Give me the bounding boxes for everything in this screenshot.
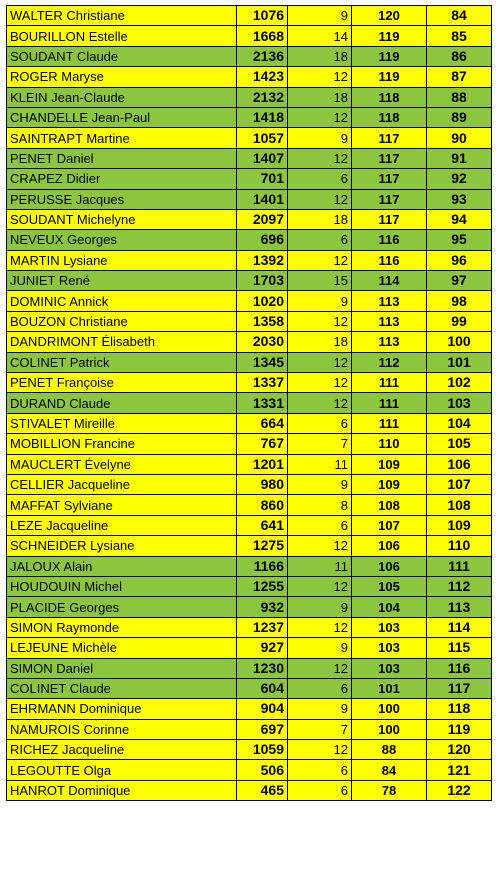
table-row [7, 617, 492, 637]
rank-cell: 122 [427, 780, 492, 800]
total-points-cell: 1668 [237, 26, 288, 46]
player-name-cell: BOURILLON Estelle [7, 26, 237, 46]
rank-cell: 115 [427, 638, 492, 658]
games-count-cell: 12 [288, 352, 352, 372]
table-row [7, 536, 492, 556]
player-name-cell: WALTER Christiane [7, 6, 237, 26]
player-name-cell: STIVALET Mireille [7, 413, 237, 433]
rank-cell: 95 [427, 230, 492, 250]
rank-cell: 94 [427, 209, 492, 229]
table-row [7, 26, 492, 46]
table-row [7, 638, 492, 658]
rank-cell: 117 [427, 678, 492, 698]
total-points-cell: 1418 [237, 107, 288, 127]
rank-cell: 96 [427, 250, 492, 270]
table-row [7, 169, 492, 189]
player-name-cell: CELLIER Jacqueline [7, 474, 237, 494]
table-row [7, 515, 492, 535]
average-score-cell: 111 [352, 373, 427, 393]
average-score-cell: 117 [352, 128, 427, 148]
total-points-cell: 1076 [237, 6, 288, 26]
player-name-cell: KLEIN Jean-Claude [7, 87, 237, 107]
average-score-cell: 119 [352, 67, 427, 87]
rank-cell: 89 [427, 107, 492, 127]
player-name-cell: DURAND Claude [7, 393, 237, 413]
total-points-cell: 980 [237, 474, 288, 494]
games-count-cell: 12 [288, 107, 352, 127]
total-points-cell: 1275 [237, 536, 288, 556]
average-score-cell: 120 [352, 6, 427, 26]
average-score-cell: 78 [352, 780, 427, 800]
total-points-cell: 927 [237, 638, 288, 658]
games-count-cell: 12 [288, 740, 352, 760]
games-count-cell: 18 [288, 46, 352, 66]
games-count-cell: 6 [288, 780, 352, 800]
player-name-cell: SIMON Daniel [7, 658, 237, 678]
rank-cell: 104 [427, 413, 492, 433]
rank-cell: 98 [427, 291, 492, 311]
rank-cell: 105 [427, 434, 492, 454]
average-score-cell: 84 [352, 760, 427, 780]
table-row [7, 271, 492, 291]
table-row [7, 128, 492, 148]
average-score-cell: 100 [352, 699, 427, 719]
games-count-cell: 7 [288, 719, 352, 739]
player-name-cell: DANDRIMONT Élisabeth [7, 332, 237, 352]
player-name-cell: MOBILLION Francine [7, 434, 237, 454]
table-row [7, 658, 492, 678]
average-score-cell: 119 [352, 26, 427, 46]
rank-cell: 87 [427, 67, 492, 87]
rank-cell: 112 [427, 576, 492, 596]
table-row [7, 780, 492, 800]
player-name-cell: HOUDOUIN Michel [7, 576, 237, 596]
rank-cell: 100 [427, 332, 492, 352]
player-name-cell: LEGOUTTE Olga [7, 760, 237, 780]
total-points-cell: 1201 [237, 454, 288, 474]
games-count-cell: 15 [288, 271, 352, 291]
games-count-cell: 11 [288, 556, 352, 576]
player-name-cell: PLACIDE Georges [7, 597, 237, 617]
total-points-cell: 641 [237, 515, 288, 535]
total-points-cell: 1331 [237, 393, 288, 413]
table-row [7, 87, 492, 107]
table-row [7, 46, 492, 66]
games-count-cell: 12 [288, 658, 352, 678]
games-count-cell: 12 [288, 373, 352, 393]
table-row [7, 230, 492, 250]
rank-cell: 102 [427, 373, 492, 393]
rank-cell: 86 [427, 46, 492, 66]
rank-cell: 120 [427, 740, 492, 760]
average-score-cell: 88 [352, 740, 427, 760]
average-score-cell: 117 [352, 209, 427, 229]
average-score-cell: 113 [352, 311, 427, 331]
total-points-cell: 696 [237, 230, 288, 250]
total-points-cell: 1059 [237, 740, 288, 760]
average-score-cell: 109 [352, 474, 427, 494]
table-row [7, 760, 492, 780]
games-count-cell: 6 [288, 413, 352, 433]
games-count-cell: 12 [288, 311, 352, 331]
total-points-cell: 1703 [237, 271, 288, 291]
player-name-cell: DOMINIC Annick [7, 291, 237, 311]
player-name-cell: SOUDANT Claude [7, 46, 237, 66]
table-row [7, 107, 492, 127]
table-row [7, 6, 492, 26]
table-row [7, 413, 492, 433]
player-name-cell: PERUSSE Jacques [7, 189, 237, 209]
table-row [7, 454, 492, 474]
total-points-cell: 465 [237, 780, 288, 800]
average-score-cell: 107 [352, 515, 427, 535]
games-count-cell: 6 [288, 230, 352, 250]
total-points-cell: 904 [237, 699, 288, 719]
player-name-cell: COLINET Claude [7, 678, 237, 698]
average-score-cell: 116 [352, 230, 427, 250]
games-count-cell: 9 [288, 291, 352, 311]
player-name-cell: PENET Daniel [7, 148, 237, 168]
games-count-cell: 9 [288, 6, 352, 26]
table-row [7, 576, 492, 596]
ranking-table-body [7, 6, 492, 801]
rank-cell: 101 [427, 352, 492, 372]
average-score-cell: 105 [352, 576, 427, 596]
average-score-cell: 114 [352, 271, 427, 291]
games-count-cell: 8 [288, 495, 352, 515]
table-row [7, 740, 492, 760]
average-score-cell: 103 [352, 617, 427, 637]
rank-cell: 121 [427, 760, 492, 780]
total-points-cell: 860 [237, 495, 288, 515]
games-count-cell: 6 [288, 169, 352, 189]
average-score-cell: 117 [352, 148, 427, 168]
average-score-cell: 106 [352, 556, 427, 576]
player-name-cell: LEZE Jacqueline [7, 515, 237, 535]
total-points-cell: 2132 [237, 87, 288, 107]
average-score-cell: 109 [352, 454, 427, 474]
table-row [7, 699, 492, 719]
table-row [7, 148, 492, 168]
table-row [7, 209, 492, 229]
table-row [7, 189, 492, 209]
table-row [7, 373, 492, 393]
total-points-cell: 1337 [237, 373, 288, 393]
player-name-cell: SCHNEIDER Lysiane [7, 536, 237, 556]
table-row [7, 434, 492, 454]
total-points-cell: 2136 [237, 46, 288, 66]
total-points-cell: 1230 [237, 658, 288, 678]
ranking-table [6, 5, 492, 801]
player-name-cell: NEVEUX Georges [7, 230, 237, 250]
player-name-cell: JALOUX Alain [7, 556, 237, 576]
average-score-cell: 111 [352, 413, 427, 433]
table-row [7, 311, 492, 331]
total-points-cell: 1255 [237, 576, 288, 596]
games-count-cell: 7 [288, 434, 352, 454]
player-name-cell: HANROT Dominique [7, 780, 237, 800]
average-score-cell: 106 [352, 536, 427, 556]
rank-cell: 109 [427, 515, 492, 535]
games-count-cell: 18 [288, 209, 352, 229]
total-points-cell: 701 [237, 169, 288, 189]
average-score-cell: 116 [352, 250, 427, 270]
player-name-cell: SOUDANT Michelyne [7, 209, 237, 229]
rank-cell: 108 [427, 495, 492, 515]
table-row [7, 67, 492, 87]
total-points-cell: 664 [237, 413, 288, 433]
player-name-cell: CHANDELLE Jean-Paul [7, 107, 237, 127]
rank-cell: 107 [427, 474, 492, 494]
games-count-cell: 9 [288, 699, 352, 719]
rank-cell: 88 [427, 87, 492, 107]
total-points-cell: 1057 [237, 128, 288, 148]
average-score-cell: 110 [352, 434, 427, 454]
total-points-cell: 767 [237, 434, 288, 454]
average-score-cell: 117 [352, 189, 427, 209]
average-score-cell: 118 [352, 107, 427, 127]
average-score-cell: 111 [352, 393, 427, 413]
table-row [7, 250, 492, 270]
rank-cell: 99 [427, 311, 492, 331]
games-count-cell: 12 [288, 148, 352, 168]
average-score-cell: 119 [352, 46, 427, 66]
average-score-cell: 103 [352, 658, 427, 678]
total-points-cell: 697 [237, 719, 288, 739]
rank-cell: 84 [427, 6, 492, 26]
player-name-cell: NAMUROIS Corinne [7, 719, 237, 739]
games-count-cell: 12 [288, 250, 352, 270]
rank-cell: 85 [427, 26, 492, 46]
player-name-cell: LEJEUNE Michèle [7, 638, 237, 658]
rank-cell: 116 [427, 658, 492, 678]
games-count-cell: 12 [288, 617, 352, 637]
rank-cell: 118 [427, 699, 492, 719]
table-row [7, 474, 492, 494]
total-points-cell: 1392 [237, 250, 288, 270]
rank-cell: 90 [427, 128, 492, 148]
player-name-cell: PENET Françoise [7, 373, 237, 393]
player-name-cell: CRAPEZ Didier [7, 169, 237, 189]
games-count-cell: 9 [288, 638, 352, 658]
player-name-cell: EHRMANN Dominique [7, 699, 237, 719]
player-name-cell: COLINET Patrick [7, 352, 237, 372]
player-name-cell: JUNIET René [7, 271, 237, 291]
average-score-cell: 113 [352, 332, 427, 352]
rank-cell: 114 [427, 617, 492, 637]
games-count-cell: 14 [288, 26, 352, 46]
rank-cell: 119 [427, 719, 492, 739]
total-points-cell: 1407 [237, 148, 288, 168]
average-score-cell: 113 [352, 291, 427, 311]
total-points-cell: 1345 [237, 352, 288, 372]
games-count-cell: 12 [288, 67, 352, 87]
rank-cell: 110 [427, 536, 492, 556]
games-count-cell: 6 [288, 760, 352, 780]
games-count-cell: 18 [288, 332, 352, 352]
total-points-cell: 932 [237, 597, 288, 617]
games-count-cell: 18 [288, 87, 352, 107]
average-score-cell: 101 [352, 678, 427, 698]
total-points-cell: 1237 [237, 617, 288, 637]
games-count-cell: 6 [288, 515, 352, 535]
rank-cell: 97 [427, 271, 492, 291]
table-row [7, 495, 492, 515]
rank-cell: 92 [427, 169, 492, 189]
player-name-cell: ROGER Maryse [7, 67, 237, 87]
rank-cell: 113 [427, 597, 492, 617]
games-count-cell: 9 [288, 128, 352, 148]
games-count-cell: 9 [288, 474, 352, 494]
table-row [7, 352, 492, 372]
total-points-cell: 1358 [237, 311, 288, 331]
average-score-cell: 117 [352, 169, 427, 189]
games-count-cell: 12 [288, 536, 352, 556]
average-score-cell: 100 [352, 719, 427, 739]
average-score-cell: 103 [352, 638, 427, 658]
games-count-cell: 12 [288, 393, 352, 413]
player-name-cell: MAFFAT Sylviane [7, 495, 237, 515]
total-points-cell: 2097 [237, 209, 288, 229]
average-score-cell: 104 [352, 597, 427, 617]
table-row [7, 393, 492, 413]
player-name-cell: SIMON Raymonde [7, 617, 237, 637]
table-row [7, 597, 492, 617]
player-name-cell: SAINTRAPT Martine [7, 128, 237, 148]
total-points-cell: 1401 [237, 189, 288, 209]
total-points-cell: 1166 [237, 556, 288, 576]
rank-cell: 93 [427, 189, 492, 209]
total-points-cell: 1423 [237, 67, 288, 87]
total-points-cell: 2030 [237, 332, 288, 352]
average-score-cell: 108 [352, 495, 427, 515]
player-name-cell: BOUZON Christiane [7, 311, 237, 331]
total-points-cell: 506 [237, 760, 288, 780]
average-score-cell: 118 [352, 87, 427, 107]
table-row [7, 556, 492, 576]
table-row [7, 678, 492, 698]
rank-cell: 103 [427, 393, 492, 413]
games-count-cell: 11 [288, 454, 352, 474]
total-points-cell: 1020 [237, 291, 288, 311]
rank-cell: 91 [427, 148, 492, 168]
rank-cell: 111 [427, 556, 492, 576]
player-name-cell: RICHEZ Jacqueline [7, 740, 237, 760]
average-score-cell: 112 [352, 352, 427, 372]
table-row [7, 291, 492, 311]
games-count-cell: 12 [288, 189, 352, 209]
rank-cell: 106 [427, 454, 492, 474]
games-count-cell: 12 [288, 576, 352, 596]
games-count-cell: 6 [288, 678, 352, 698]
player-name-cell: MARTIN Lysiane [7, 250, 237, 270]
player-name-cell: MAUCLERT Évelyne [7, 454, 237, 474]
total-points-cell: 604 [237, 678, 288, 698]
table-row [7, 719, 492, 739]
table-row [7, 332, 492, 352]
games-count-cell: 9 [288, 597, 352, 617]
